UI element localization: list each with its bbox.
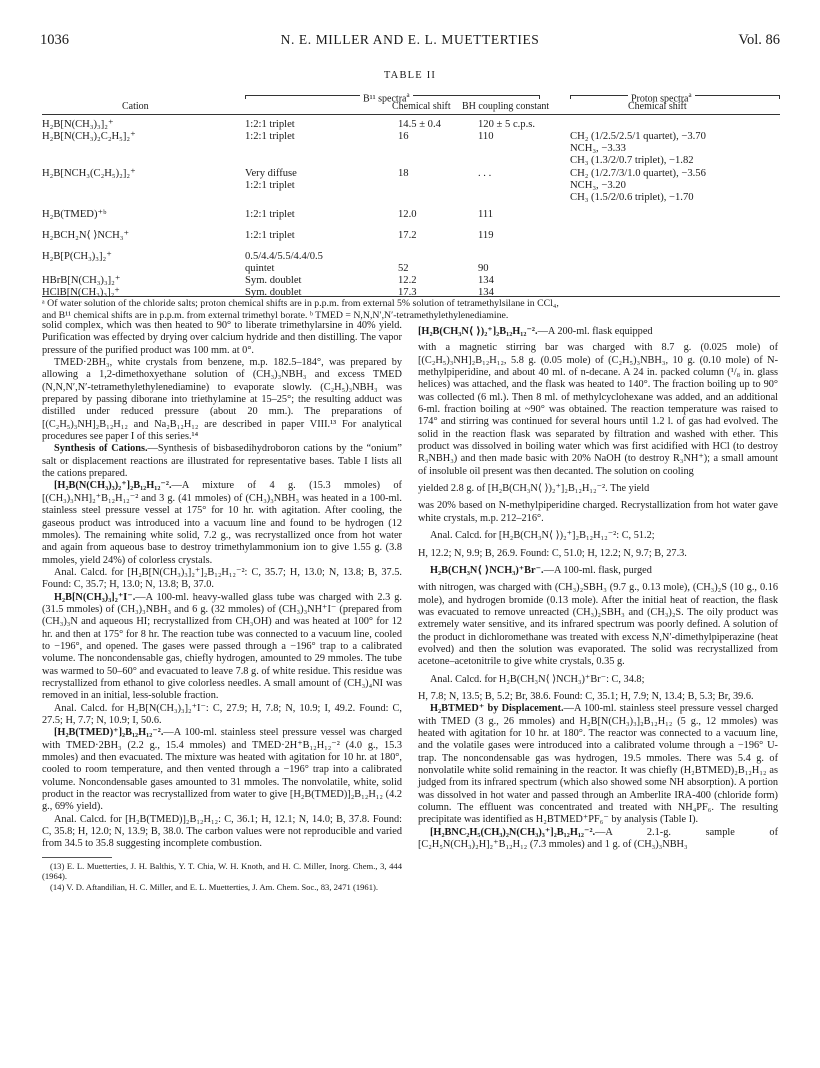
paragraph: with nitrogen, was charged with (CH₃)₂SBH₃ (9.7 g., 0.13 mole), (CH₃)₂S (10 g., 0.16 mole), and hydrogen bromide (0.13 mole). After the initial heat of reaction, the flask was evacuated to remove unreacted (CH₃)₂SBH₃ and (CH₃)₂S. The oily product was extremely water sensitive, and its infrared spectrum was poorly defined. A solution of the product in dichloromethane was treated with excess N,N′-dimethylpiperazine (heat evolved) and then the solution was evaporated. The solid was recrystallized from acetone–acetonitrile to give white crystals, 0.35 g. xyxy=(418,582,778,668)
footnote-line-1: ᵃ Of water solution of the chloride salts; proton chemical shifts are in p.p.m. from external 5% solution of tetramethylsilane in CCl₄, xyxy=(42,298,559,309)
cell-cation: H₂B[N(CH₃)₃]₂⁺ xyxy=(42,119,114,130)
cell-b11-pattern: 1:2:1 triplet xyxy=(245,230,295,241)
cell-bh-coupling: 119 xyxy=(478,230,494,241)
volume-label: Vol. 86 xyxy=(738,32,780,48)
paragraph: solid complex, which was then heated to 90° to liberate trimethylarsine in 40% yield. Purification was effected by drying over calcium hydride and then distilling. The vapor pressure of the purified product was 100 mm. at 0°. xyxy=(42,320,402,356)
cell-b11-pattern: Very diffuse xyxy=(245,168,297,179)
running-title: N. E. MILLER AND E. L. MUETTERTIES xyxy=(280,32,540,47)
col-header-proton-shift: Chemical shift xyxy=(628,101,687,112)
cell-b11-shift: 18 xyxy=(398,168,409,179)
compound-heading: [H₂BNC₂H₅(CH₃)₂N(CH₃)₃⁺]₂B₁₂H₁₂⁻². xyxy=(430,826,596,838)
cell-bh-coupling: 120 ± 5 c.p.s. xyxy=(478,119,536,130)
col-header-b11-shift: Chemical shift xyxy=(392,101,451,112)
paragraph-text: —A 100-ml. flask, purged xyxy=(543,564,652,576)
paragraph-text: —Synthesis of bisbasedihydroboron cations by the “onium” salt or displacement reactions are illustrated for representative bases. Table I lists all the cations prepared. xyxy=(42,443,402,480)
table-footnote xyxy=(42,298,780,322)
cell-cation: H₂B[NCH₃(C₂H₅)₂]₂⁺ xyxy=(42,168,136,179)
reference-13: (13) E. L. Muetterties, J. H. Balthis, Y. T. Chia, W. H. Knoth, and H. C. Miller, Inorg. Chem., 3, 444 (1964). xyxy=(42,860,402,882)
cell-bh-coupling: 134 xyxy=(478,287,494,298)
cell-b11-shift: 52 xyxy=(398,263,409,274)
paragraph xyxy=(42,727,402,813)
page-number: 1036 xyxy=(40,32,69,48)
paragraph: TMED·2BH₃, white crystals from benzene, m.p. 182.5–184°, was prepared by allowing a 1,2-dimethoxyethane solution of (CH₃)₃NBH₃ and excess TMED (N,N,N′,N′-tetramethylethylenediamine) to evaporate slowly. (C₂H₅)₃NBH₃ was prepared by passing diborane into triethylamine at 15–25°; the resulting adduct was distilled under reduced pressure (about 20 mm.). The preparations of [(C₂H₅)₃NH]₂B₁₂H₁₂ and Na₂B₁₂H₁₂ are described in paper VIII.¹³ For analytical procedures see paper I of this series.¹⁴ xyxy=(42,357,402,443)
paragraph-text: —A 2.1-g. sample of [C₂H₅N(CH₃)₂H]₂⁺B₁₂H₁₂ (7.3 mmoles) and 1 g. of (CH₃)₃NBH₃ xyxy=(418,826,778,851)
paragraph xyxy=(418,827,778,852)
cell-cation: H₂B(TMED)⁺ᵇ xyxy=(42,209,107,220)
paragraph xyxy=(418,565,778,577)
compound-heading: [H₂B(TMED)⁺]₂B₁₂H₁₂⁻². xyxy=(54,727,164,739)
analysis-paragraph: Anal. Calcd. for [H₂B[N(CH₃)₃]₂⁺]₂B₁₂H₁₂⁻²: C, 35.7; H, 13.0; N, 13.8; B, 37.5. Found: C, 35.7; H, 13.0; N, 13.8; B, 37.0. xyxy=(42,566,402,591)
cell-proton-shift: NCH₃, −3.20 xyxy=(570,180,626,191)
paragraph: was 20% based on N-methylpiperidine charged. Recrystallization from hot water gave white crystals, m.p. 212–216°. xyxy=(418,500,778,524)
cell-b11-pattern: Sym. doublet xyxy=(245,275,302,286)
cell-b11-shift: 16 xyxy=(398,131,409,142)
paragraph-text: —A 100-ml. heavy-walled glass tube was charged with 2.3 g. (31.5 mmoles) of (CH₃)₃NBH₃ and 6 g. (32 mmoles) of (CH₃)₃NH⁺I⁻ (prepared from (CH₃)₃N and aqueous HI; recrystallized from CH₃OH) and was heated at 100° for 12 hr. and then at 175° for 8 hr. The reaction tube was connected to a vacuum line, cooled to −196°, and opened. The gases were passed through a −196° trap to a calibrated volume. The noncondensable gas, chiefly hydrogen, amounted to 29 mmoles. The tube was warmed to 50–60° and evacuated to leave 7.8 g. of white residue. This residue was recrystallized from ethanol to give colorless needles. A small amount of (CH₃)₄NI was removed in an initial, less-soluble fraction. xyxy=(42,591,402,702)
cell-b11-pattern: 1:2:1 triplet xyxy=(245,209,295,220)
right-column xyxy=(418,320,778,851)
cell-b11-pattern: quintet xyxy=(245,263,275,274)
table-caption: TABLE II xyxy=(383,70,437,81)
compound-heading: H₂BTMED⁺ by Displacement. xyxy=(430,703,564,715)
compound-heading: H₂B(CH₃N⟨ ⟩NCH₃)⁺Br⁻. xyxy=(430,564,544,576)
paragraph-text: —A mixture of 4 g. (15.3 mmoles) of [(CH₃)₃NH]₂⁺B₁₂H₁₂⁻² and 3 g. (41 mmoles) of (CH₃)₃NBH₃ was heated in a 100-ml. stainless steel pressure vessel at 175° for 10 hr. with agitation. After cooling, the gaseous product was introduced into a vacuum line and found to be hydrogen (12 mmoles). The remaining white solid, 7.2 g., was recrystallized once from hot water and again from aqueous base to destroy trimethylammonium ion to give 1.55 g. (3.8 mmoles, yield 24%) of colorless crystals. xyxy=(42,480,402,566)
section-heading: Synthesis of Cations. xyxy=(54,443,148,455)
paragraph-text: —A 100-ml. stainless steel pressure vessel charged with TMED (3 g., 26 mmoles) and H₂B[N(CH₃)₃]₂B₁₂H₁₂ (5 g., 12 mmoles) was heated with agitation for 10 hr. at 180°. The reactor was connected to a vacuum line, and the volatile gases were introduced into a calibrated volume through a −196° U-trap. The noncondensable gas was hydrogen, 19.5 mmoles. There was 5.4 g. of nonvolatile white solid remaining in the reactor. It was chiefly (H₂BTMED)₂B₁₂H₁₂ as judged from its infrared spectrum (which also showed some NH absorption). A portion was dissolved in hot water and passed through an Amberlite IRA-400 (chloride form) column. The effluent was concentrated and treated with NH₄PF₆. The resulting precipitate was identified as H₂BTMED⁺PF₆⁻ by analysis (Table I). xyxy=(418,703,778,826)
cell-b11-pattern: 1:2:1 triplet xyxy=(245,180,295,191)
cell-cation: HBrB[N(CH₃)₃]₂⁺ xyxy=(42,275,121,286)
table-rule-top xyxy=(42,114,780,115)
cell-b11-shift: 12.0 xyxy=(398,209,417,220)
cell-proton-shift: NCH₃, −3.33 xyxy=(570,143,626,154)
paragraph-text: —A 200-ml. flask equipped xyxy=(537,326,653,337)
analysis-paragraph: Anal. Calcd. for [H₂B(CH₃N⟨ ⟩)₂⁺]₂B₁₂H₁₂⁻²: C, 51.2; xyxy=(430,530,655,542)
table-rule-bottom xyxy=(42,296,780,297)
b11-spectra-header: B¹¹ spectra$^a$ xyxy=(360,89,413,105)
cell-b11-shift: 12.2 xyxy=(398,275,417,286)
analysis-paragraph: Anal. Calcd. for H₂B(CH₃N⟨ ⟩NCH₃)⁺Br⁻: C, 34.8; xyxy=(430,673,645,685)
paragraph-text: —A 100-ml. stainless steel pressure vessel was charged with TMED·2BH₃ (2.2 g., 15.4 mmoles) and TMED·2H⁺B₁₂H₁₂⁻² (4.0 g., 15.3 mmoles) and then evacuated. The mixture was heated with agitation for 10 hr. at 180°, cooled to room temperature, and then vented through a −196° trap into a calibrated volume. Noncondensable gases amounted to 31 mmoles. The nonvolatile, white, solid product in the reactor was recrystallized from water to give [H₂B(TMED)]₂B₁₂H₁₂ (4.2 g., 69% yield). xyxy=(42,727,402,813)
left-column xyxy=(42,320,402,892)
cell-cation: H₂B[P(CH₃)₃]₂⁺ xyxy=(42,251,112,262)
compound-heading: H₂B[N(CH₃)₃]₂⁺I⁻. xyxy=(54,591,136,603)
cell-b11-pattern: Sym. doublet xyxy=(245,287,302,298)
paragraph xyxy=(418,326,778,338)
cell-cation: H₂B[N(CH₃)₂C₂H₅]₂⁺ xyxy=(42,131,136,142)
cell-b11-shift: 17.2 xyxy=(398,230,417,241)
cell-cation: H₂BCH₂N⟨ ⟩NCH₃⁺ xyxy=(42,230,130,241)
cell-bh-coupling: . . . xyxy=(478,168,492,179)
col-header-cation: Cation xyxy=(122,101,149,112)
reference-14: (14) V. D. Aftandilian, H. C. Miller, and E. L. Muetterties, J. Am. Chem. Soc., 83, 2471 (1961). xyxy=(50,881,379,892)
cell-b11-pattern: 1:2:1 triplet xyxy=(245,119,295,130)
compound-heading: [H₂B(N(CH₃)₃)₂⁺]₂B₁₂H₁₂⁻². xyxy=(54,480,172,492)
cell-cation: HClB[N(CH₃)₃]₂⁺ xyxy=(42,287,120,298)
running-header xyxy=(40,32,780,52)
paragraph xyxy=(418,703,778,826)
cell-bh-coupling: 90 xyxy=(478,263,489,274)
cell-proton-shift: CH₃ (1.3/2/0.7 triplet), −1.82 xyxy=(570,155,694,166)
cell-b11-pattern: 0.5/4.4/5.5/4.4/0.5 xyxy=(245,251,323,262)
analysis-paragraph: Anal. Calcd. for [H₂B(TMED)]₂B₁₂H₁₂: C, 36.1; H, 12.1; N, 14.0; B, 37.8. Found: C, 35.8; H, 12.0; N, 13.9; B, 38.0. The carbon values were not reproducible and varied from 34.5 to 35.8 suggesting incomplete combustion. xyxy=(42,813,402,850)
footnote-separator xyxy=(42,857,112,858)
cell-b11-pattern: 1:2:1 triplet xyxy=(245,131,295,142)
proton-spectra-header: Proton spectra$^a$ xyxy=(628,89,695,105)
paragraph xyxy=(42,592,402,703)
compound-heading: [H₂B(CH₃N⟨ ⟩)₂⁺]₂B₁₂H₁₂⁻². xyxy=(418,326,538,337)
cell-bh-coupling: 110 xyxy=(478,131,494,142)
cell-bh-coupling: 134 xyxy=(478,275,494,286)
paragraph: with a magnetic stirring bar was charged with 8.7 g. (0.025 mole) of [(C₂H₅)₃NH]₂B₁₂H₁₂, 5.8 g. (0.05 mole) of (C₂H₅)₃NBH₃, 10 g. (0.10 mole) of N-methylpiperidine, and about 40 ml. of n-decane. A 24 in. packed column (¹/₈ in. glass helices) was attached, and the flask was heated to 140°. The fraction boiling up to 90° was collected (6 ml.). Then 8 ml. of methylcyclohexane was added, and an additional 6-ml. fraction boiling at ~90° was obtained. The reaction temperature was raised to 174° and stirring was continued for several hours until 1.2 l. of gas had evolved. The solid in the reaction flask was separated by filtration and washed with ether. This product was dissolved in boiling water which was first acidified with HCl (to destroy R₃NBH₃) and then made basic with 20% NaOH (to destroy R₃NH⁺); a small amount of insoluble oil present was then decanted. The solution on cooling xyxy=(418,342,778,477)
col-header-bh-coupling: BH coupling constant xyxy=(462,101,550,112)
cell-proton-shift: CH₂ (1/2.7/3/1.0 quartet), −3.56 xyxy=(570,168,706,179)
paragraph xyxy=(42,480,402,566)
cell-bh-coupling: 111 xyxy=(478,209,494,220)
cell-b11-shift: 14.5 ± 0.4 xyxy=(398,119,441,130)
analysis-paragraph: H, 7.8; N, 13.5; B, 5.2; Br, 38.6. Found: C, 35.1; H, 7.9; N, 13.4; B, 5.3; Br, 39.6. xyxy=(418,690,754,702)
cell-proton-shift: CH₃ (1.5/2/0.6 triplet), −1.70 xyxy=(570,192,694,203)
paragraph xyxy=(42,443,402,480)
cell-b11-shift: 17.3 xyxy=(398,287,417,298)
analysis-paragraph: H, 12.2; N, 9.9; B, 26.9. Found: C, 51.0; H, 12.2; N, 9.7; B, 27.3. xyxy=(418,547,687,559)
paragraph: yielded 2.8 g. of [H₂B(CH₃N⟨ ⟩)₂⁺]₂B₁₂H₁₂⁻². The yield xyxy=(418,483,650,495)
cell-proton-shift: CH₂ (1/2.5/2.5/1 quartet), −3.70 xyxy=(570,131,706,142)
footnote-line-2: and B¹¹ chemical shifts are in p.p.m. from external trimethyl borate. ᵇ TMED = N,N,N′,N′-tetramethylethylenediamine. xyxy=(42,310,509,321)
analysis-paragraph: Anal. Calcd. for H₂B[N(CH₃)₃]₂⁺I⁻: C, 27.9; H, 7.8; N, 10.9; I, 49.2. Found: C, 27.5; H, 7.7; N, 10.9; I, 50.6. xyxy=(42,702,402,726)
